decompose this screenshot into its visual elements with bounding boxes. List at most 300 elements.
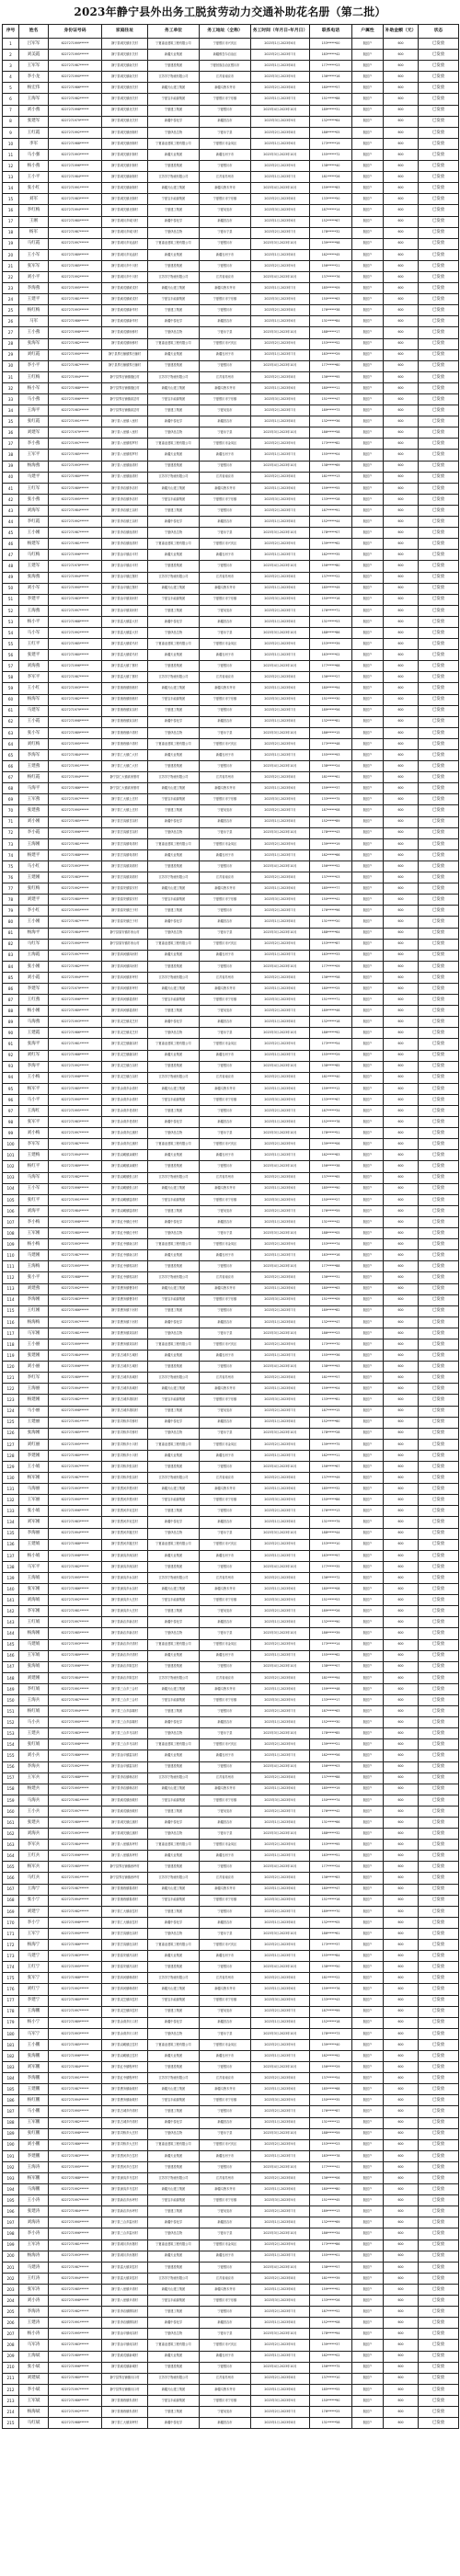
- cell-phone: 187******99: [310, 2006, 352, 2017]
- cell-name: 马建军: [19, 705, 49, 716]
- cell-phone: 177******09: [310, 961, 352, 972]
- cell-status: 已发放: [419, 371, 459, 382]
- cell-employer: 新疆中泰化学: [148, 2117, 200, 2128]
- column-header-work-address: 务工地址（全称）: [200, 25, 251, 39]
- cell-work-address: 新疆乌鲁木齐市: [200, 2384, 251, 2395]
- cell-address: 静宁县雷大镇雷大村: [102, 627, 148, 638]
- cell-amount: 600: [384, 827, 419, 838]
- cell-name: 杨军平: [19, 1083, 49, 1094]
- cell-household-type: 脱贫户: [352, 2050, 384, 2061]
- cell-phone: 150******90: [310, 2395, 352, 2406]
- cell-work-address: 新疆石河子市: [200, 1150, 251, 1161]
- cell-employer: 宁夏嘉业建筑工程有限公司: [148, 639, 200, 650]
- cell-household-type: 脱贫户: [352, 1550, 384, 1561]
- cell-address: 静宁县古城乡古城村: [102, 1351, 148, 1362]
- cell-address: 静宁县原安镇原安村: [102, 895, 148, 906]
- cell-seq: 90: [3, 1028, 19, 1039]
- cell-employer: 新疆中泰化学: [148, 2318, 200, 2329]
- cell-phone: 180******11: [310, 382, 352, 393]
- cell-work-address: 宁夏银川市: [200, 161, 251, 172]
- cell-seq: 202: [3, 2273, 19, 2284]
- table-row: [3, 1061, 459, 1072]
- cell-household-type: 脱贫户: [352, 2139, 384, 2150]
- cell-phone: 139******19: [310, 838, 352, 849]
- cell-employer: 新疆天山建工集团: [148, 1984, 200, 1995]
- table-row: [3, 1417, 459, 1428]
- cell-name: 李军军: [19, 1139, 49, 1150]
- cell-seq: 98: [3, 1117, 19, 1128]
- cell-phone: 152******08: [310, 2318, 352, 2329]
- cell-phone: 155******36: [310, 1351, 352, 1362]
- cell-period: 2023年3月-2023年9月: [251, 2095, 310, 2106]
- table-row: [3, 2017, 459, 2028]
- cell-seq: 159: [3, 1795, 19, 1806]
- cell-seq: 39: [3, 461, 19, 472]
- cell-seq: 145: [3, 1639, 19, 1650]
- cell-employer: 宁夏建投集团: [148, 1462, 200, 1473]
- cell-household-type: 脱贫户: [352, 1406, 384, 1417]
- cell-work-address: 江苏省南京市: [200, 2073, 251, 2084]
- cell-household-type: 脱贫户: [352, 2028, 384, 2039]
- cell-address: 静宁县细巷镇秦湾村: [102, 1884, 148, 1895]
- cell-work-address: 新疆乌鲁木齐市: [200, 783, 251, 794]
- cell-seq: 118: [3, 1339, 19, 1350]
- cell-phone: 151******16: [310, 1895, 352, 1906]
- cell-phone: 159******12: [310, 1083, 352, 1094]
- cell-phone: 189******82: [310, 1305, 352, 1316]
- cell-employer: 宁夏伊品生物: [148, 227, 200, 238]
- table-row: [3, 1528, 459, 1539]
- cell-amount: 600: [384, 1550, 419, 1561]
- cell-phone: 176******25: [310, 2406, 352, 2417]
- table-row: [3, 1772, 459, 1784]
- cell-seq: 77: [3, 883, 19, 895]
- cell-address: 静宁县四河镇韩湾村: [102, 1984, 148, 1995]
- table-row: [3, 517, 459, 528]
- cell-name: 张建燕: [19, 805, 49, 816]
- cell-phone: 183******16: [310, 1250, 352, 1261]
- cell-seq: 37: [3, 439, 19, 450]
- table-row: [3, 271, 459, 282]
- cell-period: 2023年1月-2023年6月: [251, 2384, 310, 2395]
- cell-name: 王小梅: [19, 1072, 49, 1083]
- cell-status: 已发放: [419, 883, 459, 895]
- cell-phone: 183******42: [310, 50, 352, 61]
- cell-household-type: 脱贫户: [352, 950, 384, 961]
- table-row: [3, 283, 459, 294]
- cell-address: 静宁县界石铺镇继红村: [102, 371, 148, 382]
- cell-phone: 159******83: [310, 183, 352, 194]
- cell-id-number: 6227271990******: [49, 1094, 102, 1105]
- cell-seq: 46: [3, 539, 19, 550]
- table-row: [3, 1239, 459, 1250]
- cell-phone: 139******21: [310, 1739, 352, 1750]
- cell-status: 已发放: [419, 1506, 459, 1517]
- cell-phone: 137******03: [310, 872, 352, 883]
- cell-period: 2023年2月-2023年7月: [251, 1506, 310, 1517]
- cell-household-type: 脱贫户: [352, 1606, 384, 1617]
- cell-status: 已发放: [419, 83, 459, 94]
- cell-status: 已发放: [419, 1172, 459, 1183]
- cell-name: 王海娟: [19, 1572, 49, 1583]
- cell-employer: 宁夏宝丰能源集团: [148, 594, 200, 605]
- cell-address: 静宁县细巷镇朱湾村: [102, 2395, 148, 2406]
- cell-period: 2023年1月-2023年8月: [251, 1917, 310, 1928]
- cell-phone: 185******09: [310, 283, 352, 294]
- cell-work-address: 宁夏银川市宁东镇: [200, 694, 251, 705]
- cell-work-address: 江苏省苏州市: [200, 2373, 251, 2384]
- table-row: [3, 561, 459, 572]
- cell-id-number: 6227271991******: [49, 2318, 102, 2329]
- cell-seq: 203: [3, 2284, 19, 2295]
- cell-seq: 88: [3, 1006, 19, 1017]
- table-row: [3, 1694, 459, 1705]
- cell-amount: 600: [384, 639, 419, 650]
- cell-address: 静宁县八里镇尹湾村: [102, 2284, 148, 2295]
- cell-id-number: 6227271983******: [49, 1294, 102, 1305]
- cell-phone: 178******07: [310, 528, 352, 539]
- cell-amount: 600: [384, 972, 419, 983]
- table-row: [3, 1473, 459, 1484]
- cell-status: 已发放: [419, 2418, 459, 2429]
- cell-household-type: 脱贫户: [352, 1373, 384, 1384]
- cell-status: 已发放: [419, 683, 459, 694]
- cell-name: 张建军: [19, 116, 49, 127]
- cell-period: 2023年4月-2023年10月: [251, 661, 310, 672]
- cell-phone: 173******14: [310, 1639, 352, 1650]
- cell-employer: 宁夏建投集团: [148, 661, 200, 672]
- cell-employer: 宁夏宝丰能源集团: [148, 2395, 200, 2406]
- cell-household-type: 脱贫户: [352, 1462, 384, 1473]
- cell-amount: 600: [384, 1739, 419, 1750]
- cell-household-type: 脱贫户: [352, 1717, 384, 1728]
- cell-status: 已发放: [419, 1373, 459, 1384]
- cell-phone: 176******87: [310, 2106, 352, 2117]
- cell-seq: 10: [3, 138, 19, 149]
- cell-work-address: 宁夏永宁县: [200, 1829, 251, 1840]
- cell-amount: 600: [384, 716, 419, 727]
- cell-period: 2023年2月-2023年8月: [251, 1373, 310, 1384]
- cell-household-type: 脱贫户: [352, 1216, 384, 1227]
- cell-employer: 江苏苏宁物流有限公司: [148, 2273, 200, 2284]
- cell-phone: 133******28: [310, 494, 352, 505]
- table-row: [3, 494, 459, 505]
- cell-seq: 41: [3, 483, 19, 494]
- cell-address: 静宁县李店镇李店村: [102, 494, 148, 505]
- cell-work-address: 江苏省苏州市: [200, 1772, 251, 1784]
- cell-seq: 34: [3, 405, 19, 416]
- cell-seq: 93: [3, 1061, 19, 1072]
- cell-address: 静宁县灵芝镇灵芝村: [102, 1017, 148, 1028]
- cell-seq: 20: [3, 249, 19, 260]
- table-row: [3, 327, 459, 338]
- cell-address: 静宁县雷大镇雷大村: [102, 616, 148, 627]
- cell-phone: 159******91: [310, 2284, 352, 2295]
- table-row: [3, 416, 459, 427]
- cell-period: 2023年2月-2023年7月: [251, 2307, 310, 2318]
- cell-amount: 600: [384, 849, 419, 861]
- table-row: [3, 2284, 459, 2295]
- cell-employer: 新疆天业集团: [148, 2150, 200, 2161]
- cell-work-address: 江苏省苏州市: [200, 1973, 251, 1984]
- cell-amount: 600: [384, 2307, 419, 2318]
- cell-name: 王军兵: [19, 1772, 49, 1784]
- cell-amount: 600: [384, 305, 419, 316]
- cell-period: 2023年2月-2023年8月: [251, 572, 310, 583]
- cell-address: 静宁县城关镇北关村: [102, 105, 148, 116]
- table-row: [3, 1628, 459, 1639]
- table-row: [3, 2161, 459, 2172]
- cell-status: 已发放: [419, 1428, 459, 1439]
- cell-amount: 600: [384, 2340, 419, 2351]
- cell-work-address: 宁夏银川市宁东镇: [200, 94, 251, 105]
- cell-id-number: 6227271994******: [49, 371, 102, 382]
- cell-phone: 132******64: [310, 116, 352, 127]
- cell-id-number: 6227271994******: [49, 1384, 102, 1395]
- cell-period: 2023年3月-2023年10月: [251, 1228, 310, 1239]
- cell-seq: 198: [3, 2228, 19, 2240]
- cell-work-address: 宁夏银川市: [200, 505, 251, 516]
- cell-id-number: 6227271981******: [49, 294, 102, 305]
- cell-name: 马海军: [19, 1172, 49, 1183]
- cell-employer: 宁夏宝丰能源集团: [148, 1995, 200, 2006]
- cell-address: 静宁县曹务镇下河村: [102, 1316, 148, 1328]
- cell-id-number: 6227271992******: [49, 627, 102, 638]
- cell-phone: 178******32: [310, 227, 352, 238]
- cell-seq: 17: [3, 216, 19, 227]
- cell-address: 静宁县仁大镇上庄村: [102, 805, 148, 816]
- cell-work-address: 宁夏银川市: [200, 2062, 251, 2073]
- cell-period: 2023年2月-2023年8月: [251, 1772, 310, 1784]
- cell-employer: 宁夏嘉业建筑工程有限公司: [148, 1239, 200, 1250]
- cell-id-number: 6227271987******: [49, 1250, 102, 1261]
- cell-employer: 宁夏伊品生物: [148, 2028, 200, 2039]
- table-row: [3, 772, 459, 783]
- table-row: [3, 1484, 459, 1495]
- cell-phone: 188******44: [310, 1528, 352, 1539]
- cell-period: 2023年3月-2023年10月: [251, 1528, 310, 1539]
- cell-employer: 新疆天山建工集团: [148, 382, 200, 393]
- cell-address: 静宁县曹务镇刘沟村: [102, 1328, 148, 1339]
- cell-work-address: 宁夏银川市: [200, 661, 251, 672]
- cell-name: 马建涛: [19, 2262, 49, 2273]
- cell-work-address: 宁夏银川市: [200, 305, 251, 316]
- cell-seq: 12: [3, 161, 19, 172]
- cell-id-number: 6227271990******: [49, 2106, 102, 2117]
- cell-phone: 152******44: [310, 517, 352, 528]
- cell-work-address: 新疆昌吉市: [200, 1517, 251, 1528]
- cell-amount: 600: [384, 1884, 419, 1895]
- cell-address: 静宁县雷大镇刘岔村: [102, 2273, 148, 2284]
- cell-id-number: 6227271996******: [49, 661, 102, 672]
- cell-household-type: 脱贫户: [352, 1172, 384, 1183]
- cell-period: 2023年1月-2023年8月: [251, 1617, 310, 1628]
- cell-status: 已发放: [419, 39, 459, 50]
- cell-employer: 宁夏宝丰能源集团: [148, 995, 200, 1006]
- cell-status: 已发放: [419, 2307, 459, 2318]
- cell-name: 王小军: [19, 249, 49, 260]
- cell-status: 已发放: [419, 1984, 459, 1995]
- cell-address: 静宁县治平镇刘河村: [102, 605, 148, 616]
- cell-seq: 75: [3, 861, 19, 872]
- cell-employer: 新疆天山建工集团: [148, 2384, 200, 2395]
- cell-name: 张小平: [19, 1272, 49, 1283]
- cell-work-address: 宁夏银川市金凤区: [200, 639, 251, 650]
- table-row: [3, 161, 459, 172]
- cell-amount: 600: [384, 1006, 419, 1017]
- cell-period: 2023年1月-2023年6月: [251, 382, 310, 393]
- cell-seq: 92: [3, 1050, 19, 1061]
- table-row: [3, 2106, 459, 2117]
- cell-amount: 600: [384, 727, 419, 738]
- table-row: [3, 1495, 459, 1506]
- cell-address: 静宁县治平镇红堡村: [102, 572, 148, 583]
- cell-work-address: 宁夏银川市: [200, 1862, 251, 1873]
- table-row: [3, 305, 459, 316]
- cell-name: 李海军: [19, 750, 49, 761]
- cell-work-address: 宁夏银川市金凤区: [200, 1439, 251, 1450]
- cell-name: 杨海燕: [19, 461, 49, 472]
- cell-id-number: 6227271994******: [49, 1150, 102, 1161]
- table-row: [3, 294, 459, 305]
- cell-period: 2023年1月-2023年8月: [251, 616, 310, 627]
- cell-id-number: 6227271997******: [49, 1617, 102, 1628]
- cell-status: 已发放: [419, 127, 459, 138]
- cell-seq: 131: [3, 1484, 19, 1495]
- cell-phone: 186******58: [310, 427, 352, 439]
- cell-name: 马小军: [19, 627, 49, 638]
- cell-name: 刘小涛: [19, 2296, 49, 2307]
- cell-household-type: 脱贫户: [352, 1194, 384, 1205]
- cell-id-number: 6227271986******: [49, 783, 102, 794]
- cell-id-number: 6227271984******: [49, 928, 102, 939]
- cell-address: 静宁县八里镇高坪村: [102, 1851, 148, 1862]
- cell-employer: 宁夏宝丰能源集团: [148, 1094, 200, 1105]
- cell-status: 已发放: [419, 2351, 459, 2362]
- cell-address: 静宁县城关镇西关村: [102, 83, 148, 94]
- cell-employer: 宁夏嘉业建筑工程有限公司: [148, 1439, 200, 1450]
- table-row: [3, 816, 459, 827]
- cell-status: 已发放: [419, 2095, 459, 2106]
- cell-household-type: 脱贫户: [352, 2384, 384, 2395]
- cell-household-type: 脱贫户: [352, 827, 384, 838]
- cell-work-address: 宁夏银川市: [200, 561, 251, 572]
- cell-amount: 600: [384, 2039, 419, 2050]
- cell-household-type: 脱贫户: [352, 939, 384, 950]
- cell-id-number: 6227271985******: [49, 2284, 102, 2295]
- cell-work-address: 宁夏永宁县: [200, 1728, 251, 1739]
- cell-work-address: 江苏省南京市: [200, 872, 251, 883]
- cell-amount: 600: [384, 605, 419, 616]
- cell-id-number: 6227271981******: [49, 838, 102, 849]
- cell-employer: 宁夏建投集团: [148, 1661, 200, 1672]
- cell-employer: 新疆中泰化学: [148, 316, 200, 327]
- cell-household-type: 脱贫户: [352, 1050, 384, 1061]
- cell-name: 王海鹏: [19, 2006, 49, 2017]
- cell-seq: 172: [3, 1940, 19, 1951]
- cell-phone: 181******40: [310, 1072, 352, 1083]
- cell-household-type: 脱贫户: [352, 816, 384, 827]
- cell-household-type: 脱贫户: [352, 1683, 384, 1694]
- cell-period: 2023年2月-2023年9月: [251, 539, 310, 550]
- cell-name: 王军燕: [19, 794, 49, 805]
- cell-id-number: 6227271994******: [49, 1706, 102, 1717]
- cell-amount: 600: [384, 616, 419, 627]
- cell-seq: 197: [3, 2217, 19, 2228]
- cell-id-number: 6227271990******: [49, 1928, 102, 1939]
- cell-phone: 155******72: [310, 149, 352, 160]
- cell-address: 静宁县李店镇柳沟村: [102, 2318, 148, 2329]
- cell-name: 马红霞: [19, 238, 49, 249]
- cell-amount: 600: [384, 2406, 419, 2417]
- cell-id-number: 6227271996******: [49, 1183, 102, 1194]
- cell-phone: 159******48: [310, 1683, 352, 1694]
- cell-name: 马红梅: [19, 550, 49, 561]
- cell-seq: 141: [3, 1595, 19, 1606]
- cell-phone: 137******10: [310, 2373, 352, 2384]
- cell-work-address: 新疆石河子市: [200, 1951, 251, 1962]
- cell-name: 杨军: [19, 227, 49, 238]
- cell-work-address: 宁夏银川市兴庆区: [200, 1139, 251, 1150]
- cell-amount: 600: [384, 738, 419, 749]
- cell-household-type: 脱贫户: [352, 917, 384, 928]
- cell-status: 已发放: [419, 1851, 459, 1862]
- cell-amount: 600: [384, 205, 419, 216]
- cell-status: 已发放: [419, 149, 459, 160]
- cell-period: 2023年3月-2023年10月: [251, 827, 310, 838]
- cell-id-number: 6227271997******: [49, 1462, 102, 1473]
- cell-name: 李建宁: [19, 1995, 49, 2006]
- cell-name: 刘建刚: [19, 1672, 49, 1683]
- cell-id-number: 6227271983******: [49, 2150, 102, 2161]
- cell-status: 已发放: [419, 194, 459, 205]
- cell-amount: 600: [384, 1617, 419, 1628]
- cell-name: 李小斌: [19, 2384, 49, 2395]
- table-row: [3, 2150, 459, 2161]
- cell-seq: 38: [3, 450, 19, 461]
- cell-employer: 宁夏宝丰能源集团: [148, 2296, 200, 2307]
- cell-work-address: 宁夏吴忠市: [200, 1406, 251, 1417]
- cell-household-type: 脱贫户: [352, 83, 384, 94]
- cell-address: 静宁县城川乡吴庙村: [102, 238, 148, 249]
- cell-household-type: 脱贫户: [352, 183, 384, 194]
- cell-seq: 8: [3, 116, 19, 127]
- cell-seq: 121: [3, 1373, 19, 1384]
- cell-id-number: 6227271990******: [49, 1495, 102, 1506]
- cell-amount: 600: [384, 627, 419, 638]
- cell-seq: 142: [3, 1606, 19, 1617]
- cell-address: 静宁县李店镇李店村: [102, 483, 148, 494]
- cell-status: 已发放: [419, 1829, 459, 1840]
- cell-work-address: 宁夏银川市金凤区: [200, 2039, 251, 2050]
- cell-address: 静宁县雷大镇梁马村: [102, 639, 148, 650]
- cell-period: 2023年4月-2023年10月: [251, 1161, 310, 1172]
- cell-phone: 186******23: [310, 1328, 352, 1339]
- cell-employer: 江苏苏宁物流有限公司: [148, 1373, 200, 1384]
- cell-address: 静宁县灵芝镇谢沟村: [102, 1050, 148, 1061]
- cell-phone: 132******05: [310, 1917, 352, 1928]
- cell-employer: 新疆天山建工集团: [148, 2284, 200, 2295]
- cell-amount: 600: [384, 2351, 419, 2362]
- cell-status: 已发放: [419, 227, 459, 238]
- cell-work-address: 新疆昌吉市: [200, 616, 251, 627]
- cell-period: 2023年2月-2023年9月: [251, 1639, 310, 1650]
- cell-amount: 600: [384, 1628, 419, 1639]
- cell-address: 静宁县城关镇北街村: [102, 205, 148, 216]
- cell-id-number: 6227271996******: [49, 995, 102, 1006]
- cell-employer: 宁夏宝丰能源集团: [148, 794, 200, 805]
- cell-id-number: 6227271994******: [49, 972, 102, 983]
